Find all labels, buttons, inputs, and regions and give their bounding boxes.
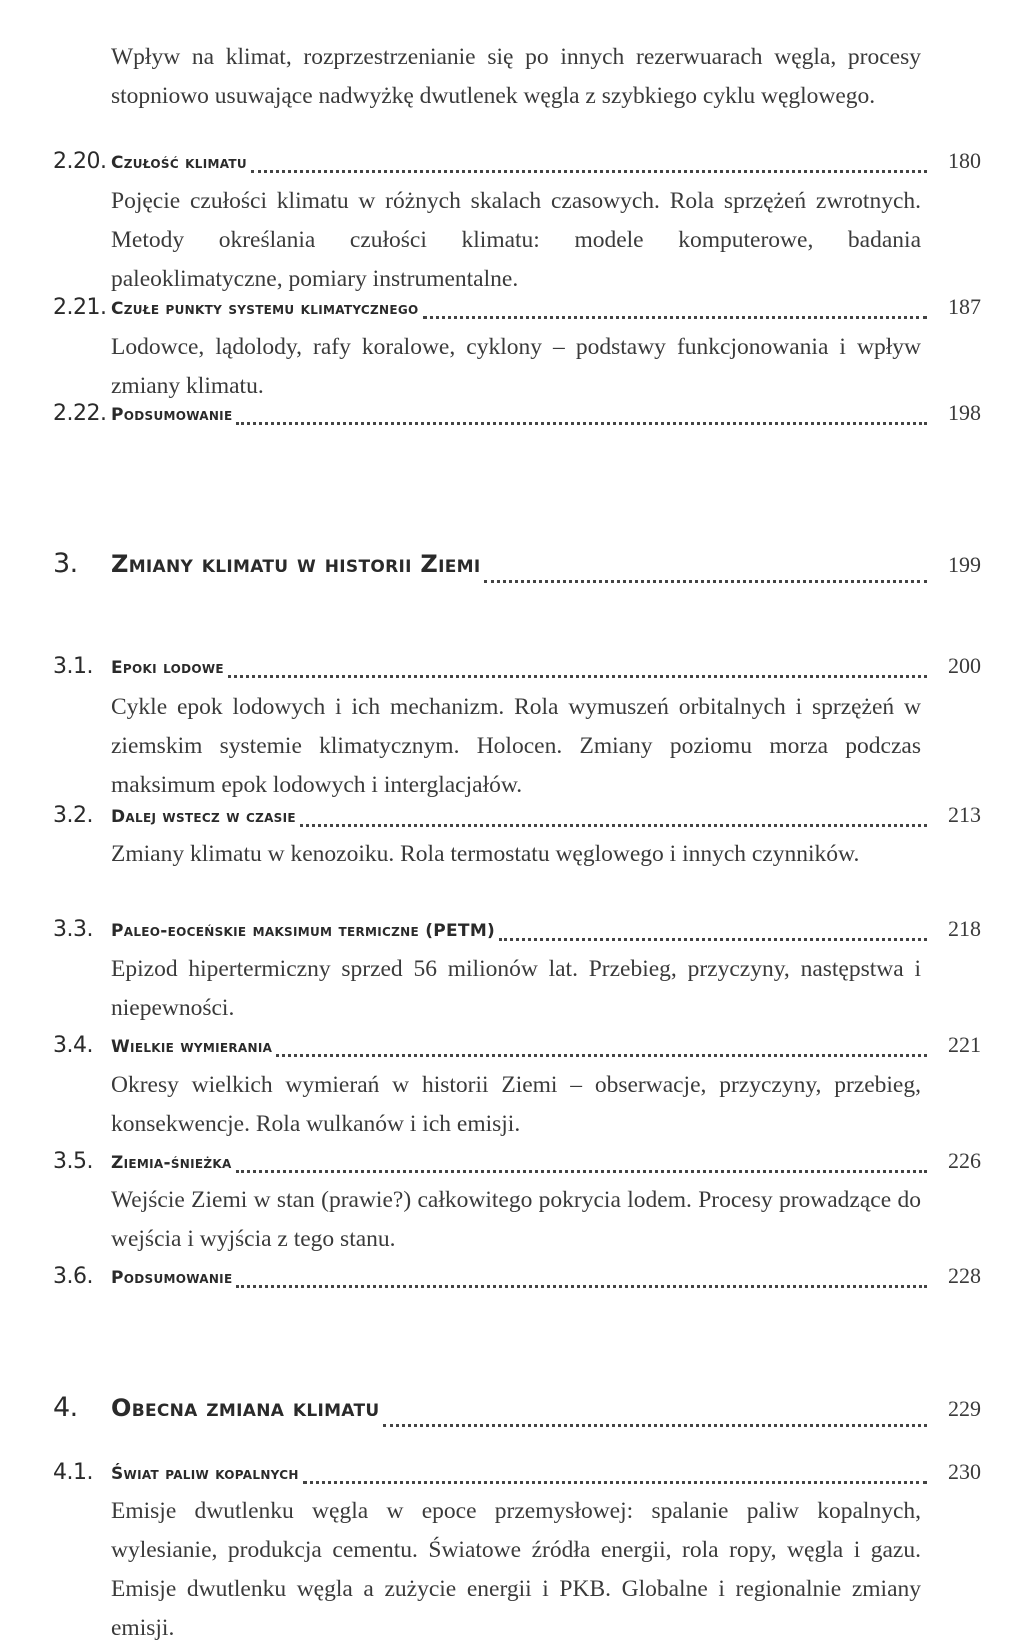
toc-entry-3-3[interactable] — [53, 916, 981, 946]
section-title: Podsumowanie — [111, 405, 233, 425]
section-number: 2.22. — [53, 401, 107, 426]
page-number: 200 — [948, 653, 981, 678]
toc-entry-3-4[interactable] — [53, 1032, 981, 1062]
dot-leader — [499, 938, 927, 941]
toc-entry-2-20[interactable] — [53, 148, 981, 178]
toc-entry-3-1[interactable] — [53, 653, 981, 683]
page-number: 213 — [948, 802, 981, 827]
dot-leader — [236, 422, 927, 425]
dot-leader — [251, 170, 927, 173]
section-title: Czułość klimatu — [111, 153, 247, 173]
section-description: Pojęcie czułości klimatu w różnych skalach czasowych. Rola sprzężeń zwrotnych. Metody określania czułości klimatu: modele komputerowe, badania paleoklimatyczne, pomiary instrumentalne. — [111, 188, 921, 292]
section-title: Czułe punkty systemu klimatycznego — [111, 299, 419, 319]
dot-leader — [383, 1424, 927, 1427]
toc-entry-2-21[interactable] — [53, 294, 981, 324]
chapter-title: Obecna zmiana klimatu — [111, 1394, 380, 1422]
section-description: Cykle epok lodowych i ich mechanizm. Rola wymuszeń orbitalnych i sprzężeń w ziemskim systemie klimatycznym. Holocen. Zmiany poziomu morza podczas maksimum epok lodowych i interglacjałów. — [111, 694, 921, 798]
page-number: 229 — [948, 1396, 981, 1421]
toc-entry-3-2[interactable] — [53, 802, 981, 832]
section-number: 3.5. — [53, 1149, 93, 1174]
toc-entry-3-5[interactable] — [53, 1148, 981, 1178]
section-number: 3.6. — [53, 1264, 93, 1289]
section-number: 2.21. — [53, 295, 107, 320]
chapter-number: 4. — [53, 1392, 78, 1423]
dot-leader — [228, 675, 927, 678]
toc-chapter-4[interactable] — [53, 1392, 981, 1432]
section-number: 4.1. — [53, 1460, 93, 1485]
section-description: Wejście Ziemi w stan (prawie?) całkowitego pokrycia lodem. Procesy prowadzące do wejścia i wyjścia z tego stanu. — [111, 1187, 921, 1252]
chapter-number: 3. — [53, 548, 78, 579]
page-number: 228 — [948, 1263, 981, 1288]
section-title: Podsumowanie — [111, 1268, 233, 1288]
dot-leader — [303, 1481, 927, 1484]
section-title: Ziemia-śnieżka — [111, 1153, 232, 1173]
section-description: Wpływ na klimat, rozprzestrzenianie się po innych rezerwuarach węgla, procesy stopniowo usuwające nadwyżkę dwutlenek węgla z szybkiego cyklu węglowego. — [111, 44, 921, 109]
dot-leader — [236, 1285, 927, 1288]
section-title: Epoki lodowe — [111, 658, 224, 678]
section-description: Lodowce, lądolody, rafy koralowe, cyklony – podstawy funkcjonowania i wpływ zmiany klimatu. — [111, 334, 921, 399]
chapter-title: Zmiany klimatu w historii Ziemi — [111, 550, 481, 578]
toc-chapter-3[interactable] — [53, 548, 981, 588]
page-number: 226 — [948, 1148, 981, 1173]
page-number: 198 — [948, 400, 981, 425]
page-number: 180 — [948, 148, 981, 173]
toc-entry-2-22[interactable] — [53, 400, 981, 430]
section-description: Okresy wielkich wymierań w historii Ziemi – obserwacje, przyczyny, przebieg, konsekwencje. Rola wulkanów i ich emisji. — [111, 1072, 921, 1137]
page-number: 187 — [948, 294, 981, 319]
dot-leader — [236, 1170, 927, 1173]
section-title: Wielkie wymierania — [111, 1037, 273, 1057]
section-number: 3.2. — [53, 803, 93, 828]
toc-entry-4-1[interactable] — [53, 1459, 981, 1489]
section-number: 3.3. — [53, 917, 93, 942]
section-title: Dalej wstecz w czasie — [111, 807, 296, 827]
section-number: 3.1. — [53, 654, 93, 679]
section-title: Paleo-eoceńskie maksimum termiczne (PETM) — [111, 921, 496, 941]
dot-leader — [276, 1054, 927, 1057]
section-number: 2.20. — [53, 149, 107, 174]
section-description: Epizod hipertermiczny sprzed 56 milionów lat. Przebieg, przyczyny, następstwa i niepewności. — [111, 956, 921, 1021]
page-number: 230 — [948, 1459, 981, 1484]
page-number: 218 — [948, 916, 981, 941]
dot-leader — [423, 316, 927, 319]
dot-leader — [484, 580, 927, 583]
dot-leader — [300, 824, 927, 827]
toc-entry-3-6[interactable] — [53, 1263, 981, 1293]
section-description: Zmiany klimatu w kenozoiku. Rola termostatu węglowego i innych czynników. — [111, 841, 860, 867]
section-number: 3.4. — [53, 1033, 93, 1058]
page-number: 221 — [948, 1032, 981, 1057]
page-number: 199 — [948, 552, 981, 577]
section-description: Emisje dwutlenku węgla w epoce przemysłowej: spalanie paliw kopalnych, wylesianie, produkcja cementu. Światowe źródła energii, rola ropy, węgla i gazu. Emisje dwutlenku węgla a zużycie energii i PKB. Globalne i regionalnie zmiany emisji. — [111, 1498, 921, 1641]
section-title: Świat paliw kopalnych — [111, 1464, 299, 1484]
